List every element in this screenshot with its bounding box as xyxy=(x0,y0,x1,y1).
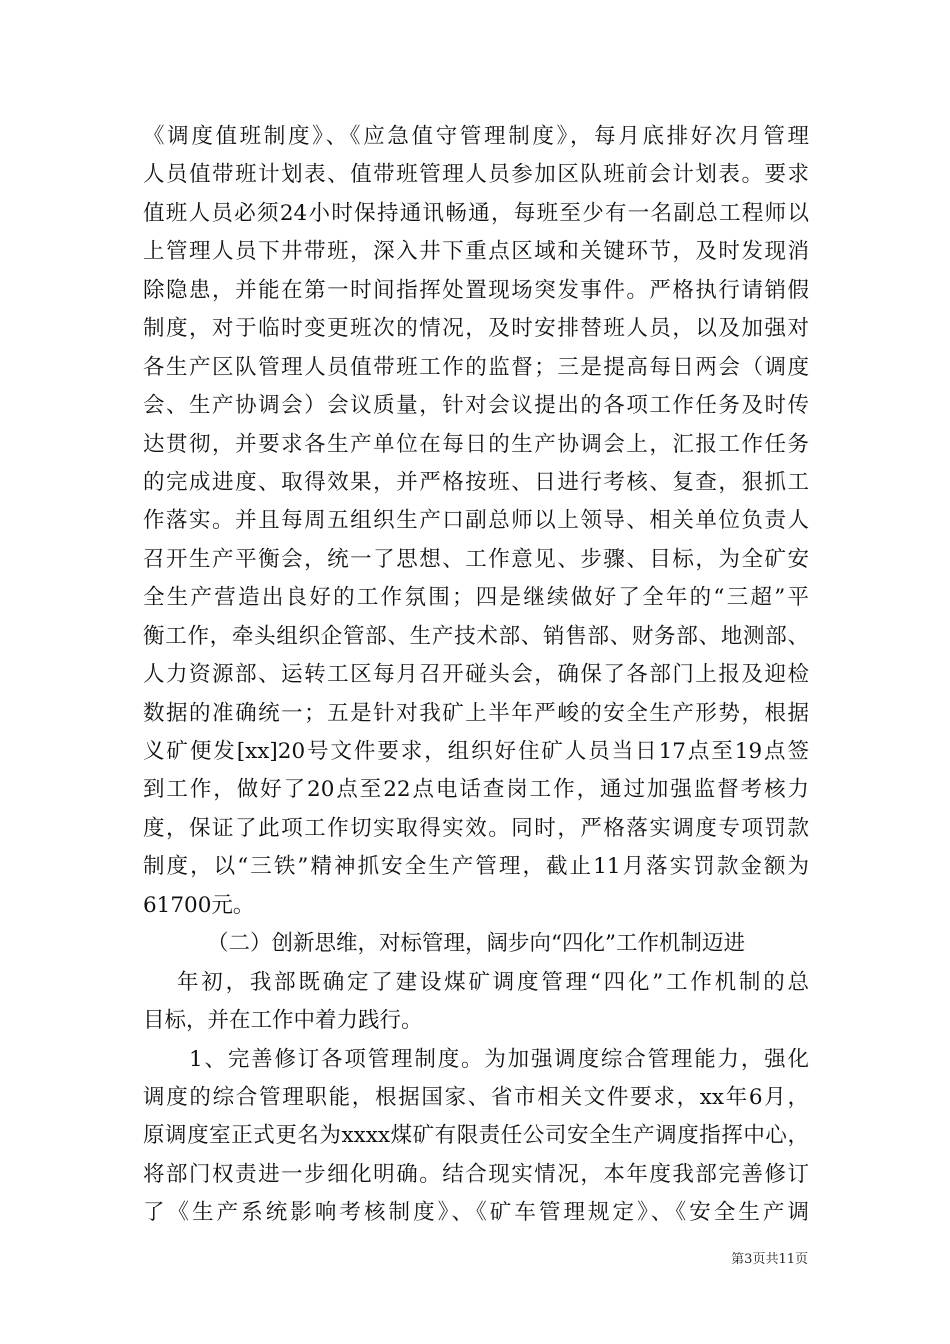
text-line: 会、生产协调会）会议质量，针对会议提出的各项工作任务及时传 xyxy=(143,393,809,419)
text-line: 人力资源部、运转工区每月召开碰头会，确保了各部门上报及迎检 xyxy=(143,662,809,688)
text-line: 义矿便发[xx]20号文件要求，组织好住矿人员当日17点至19点签 xyxy=(143,739,809,764)
text-line: 到工作，做好了20点至22点电话查岗工作，通过加强监督考核力 xyxy=(143,777,809,803)
document-body xyxy=(143,118,809,1233)
text-line: 全生产营造出良好的工作氛围；四是继续做好了全年的“三超”平 xyxy=(143,585,809,611)
text-line: 度，保证了此项工作切实取得实效。同时，严格落实调度专项罚款 xyxy=(143,815,809,841)
text-line: 达贯彻，并要求各生产单位在每日的生产协调会上，汇报工作任务 xyxy=(143,431,809,457)
text-line: 上管理人员下井带班，深入井下重点区域和关键环节，及时发现消 xyxy=(143,239,809,265)
text-line: 数据的准确统一；五是针对我矿上半年严峻的安全生产形势，根据 xyxy=(143,700,809,726)
text-line: 除隐患，并能在第一时间指挥处置现场突发事件。严格执行请销假 xyxy=(143,277,809,303)
text-line: 人员值带班计划表、值带班管理人员参加区队班前会计划表。要求 xyxy=(143,162,809,188)
text-line: 的完成进度、取得效果，并严格按班、日进行考核、复查，狠抓工 xyxy=(143,469,809,495)
text-line: 各生产区队管理人员值带班工作的监督；三是提高每日两会（调度 xyxy=(143,354,809,380)
text-line: 调度的综合管理职能，根据国家、省市相关文件要求，xx年6月， xyxy=(143,1084,809,1110)
text-line: 值班人员必须24小时保持通讯畅通，每班至少有一名副总工程师以 xyxy=(143,200,809,226)
text-line: 了《生产系统影响考核制度》、《矿车管理规定》、《安全生产调 xyxy=(143,1200,809,1226)
page-number: 第3页共11页 xyxy=(731,1252,808,1267)
paragraph-first-line: 1、完善修订各项管理制度。为加强调度综合管理能力，强化 xyxy=(189,1046,809,1072)
text-line: 将部门权责进一步细化明确。结合现实情况，本年度我部完善修订 xyxy=(143,1161,809,1187)
section-heading: （二）创新思维，对标管理，阔步向“四化”工作机制迈进 xyxy=(207,931,745,957)
text-line: 作落实。并且每周五组织生产口副总师以上领导、相关单位负责人 xyxy=(143,508,809,534)
text-line: 《调度值班制度》、《应急值守管理制度》，每月底排好次月管理 xyxy=(143,124,809,149)
text-line: 召开生产平衡会，统一了思想、工作意见、步骤、目标，为全矿安 xyxy=(143,546,809,572)
text-line: 制度，对于临时变更班次的情况，及时安排替班人员，以及加强对 xyxy=(143,316,809,342)
text-line: 61700元。 xyxy=(143,892,255,918)
paragraph-first-line: 年初，我部既确定了建设煤矿调度管理“四化”工作机制的总 xyxy=(177,969,809,995)
text-line: 衡工作，牵头组织企管部、生产技术部、销售部、财务部、地测部、 xyxy=(143,623,809,649)
text-line: 制度，以“三铁”精神抓安全生产管理，截止11月落实罚款金额为 xyxy=(143,854,809,880)
text-line: 目标，并在工作中着力践行。 xyxy=(143,1008,423,1034)
text-line: 原调度室正式更名为xxxx煤矿有限责任公司安全生产调度指挥中心， xyxy=(143,1123,809,1149)
